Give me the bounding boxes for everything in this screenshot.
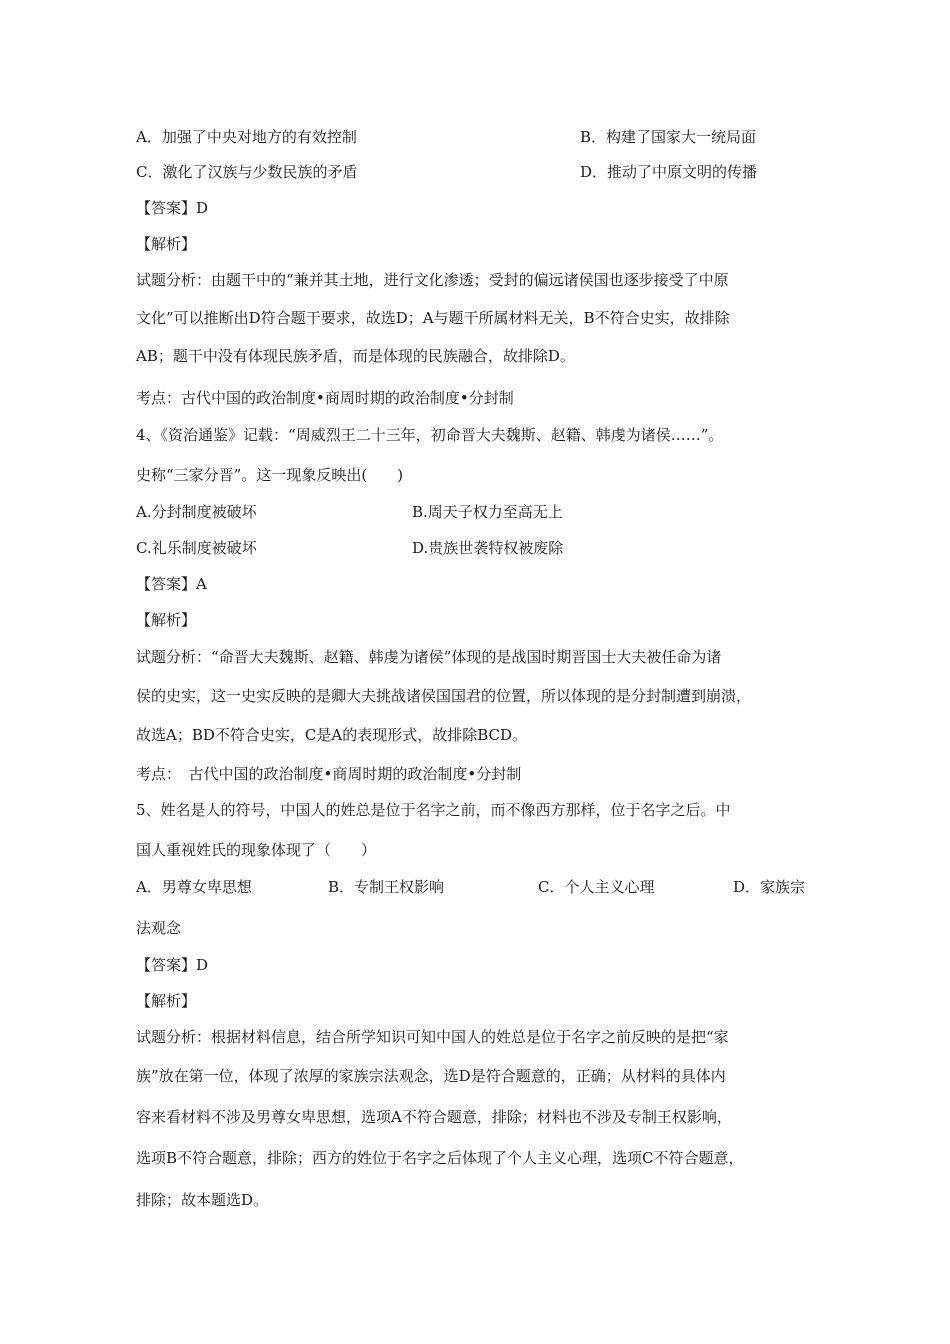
q5-option-a: A．男尊女卑思想 (136, 878, 252, 896)
q3-analysis-line: 文化”可以推断出D符合题干要求，故选D；A与题干所属材料无关，B不符合史实，故排除 (136, 309, 730, 327)
q4-analysis-line: 故选A；BD不符合史实，C是A的表现形式，故排除BCD。 (136, 726, 527, 744)
q4-stem-line: 4、《资治通鉴》记载：“周威烈王二十三年，初命晋大夫魏斯、赵籍、韩虔为诸侯……”。 (136, 426, 724, 444)
q4-stem-line: 史称“三家分晋”。这一现象反映出( ) (136, 466, 404, 484)
q4-analysis-line: 侯的史实，这一史实反映的是卿大夫挑战诸侯国国君的位置，所以体现的是分封制遭到崩溃， (136, 687, 752, 705)
q5-stem-line: 国人重视姓氏的现象体现了（ ） (136, 841, 377, 859)
q3-option-a: A．加强了中央对地方的有效控制 (136, 128, 357, 146)
q5-answer: 【答案】D (136, 956, 209, 974)
q5-analysis-line: 选项B不符合题意，排除；西方的姓位于名字之后体现了个人主义心理，选项C不符合题意， (136, 1149, 744, 1167)
q3-answer: 【答案】D (136, 199, 209, 217)
q5-analysis-line: 排除；故本题选D。 (136, 1191, 269, 1209)
q5-analysis-line: 容来看材料不涉及男尊女卑思想，选项A不符合题意，排除；材料也不涉及专制王权影响， (136, 1108, 732, 1126)
q3-analysis-line: AB；题干中没有体现民族矛盾，而是体现的民族融合，故排除D。 (136, 347, 575, 365)
q3-option-b: B．构建了国家大一统局面 (580, 128, 757, 146)
q4-option-b: B.周天子权力至高无上 (412, 503, 563, 521)
q3-analysis-line: 试题分析：由题干中的“兼并其土地，进行文化渗透；受封的偏远诸侯国也逐步接受了中原 (136, 271, 729, 289)
q5-analysis-label: 【解析】 (136, 992, 197, 1010)
q5-stem-line: 5、姓名是人的符号，中国人的姓总是位于名字之前，而不像西方那样，位于名字之后。中 (136, 801, 731, 819)
q4-analysis-line: 试题分析：“命晋大夫魏斯、赵籍、韩虔为诸侯”体现的是战国时期晋国士大夫被任命为诸 (136, 648, 722, 666)
q3-option-c: C．激化了汉族与少数民族的矛盾 (136, 163, 358, 181)
q5-option-d-continued: 法观念 (136, 919, 182, 937)
q4-option-a: A.分封制度被破坏 (136, 503, 257, 521)
q5-analysis-line: 族”放在第一位，体现了浓厚的家族宗法观念，选D是符合题意的，正确；从材料的具体内 (136, 1067, 726, 1085)
q5-option-d: D．家族宗 (733, 878, 806, 896)
q4-answer: 【答案】A (136, 575, 207, 593)
q4-kaodian: 考点： 古代中国的政治制度•商周时期的政治制度•分封制 (136, 765, 522, 783)
q4-analysis-label: 【解析】 (136, 611, 197, 629)
q3-option-d: D．推动了中原文明的传播 (580, 163, 758, 181)
q4-option-d: D.贵族世袭特权被废除 (412, 539, 564, 557)
q5-option-b: B．专制王权影响 (328, 878, 445, 896)
q5-analysis-line: 试题分析：根据材料信息，结合所学知识可知中国人的姓总是位于名字之前反映的是把“家 (136, 1028, 729, 1046)
q3-analysis-label: 【解析】 (136, 235, 197, 253)
q5-option-c: C．个人主义心理 (538, 878, 655, 896)
q3-kaodian: 考点：古代中国的政治制度•商周时期的政治制度•分封制 (136, 389, 514, 407)
q4-option-c: C.礼乐制度被破坏 (136, 539, 257, 557)
